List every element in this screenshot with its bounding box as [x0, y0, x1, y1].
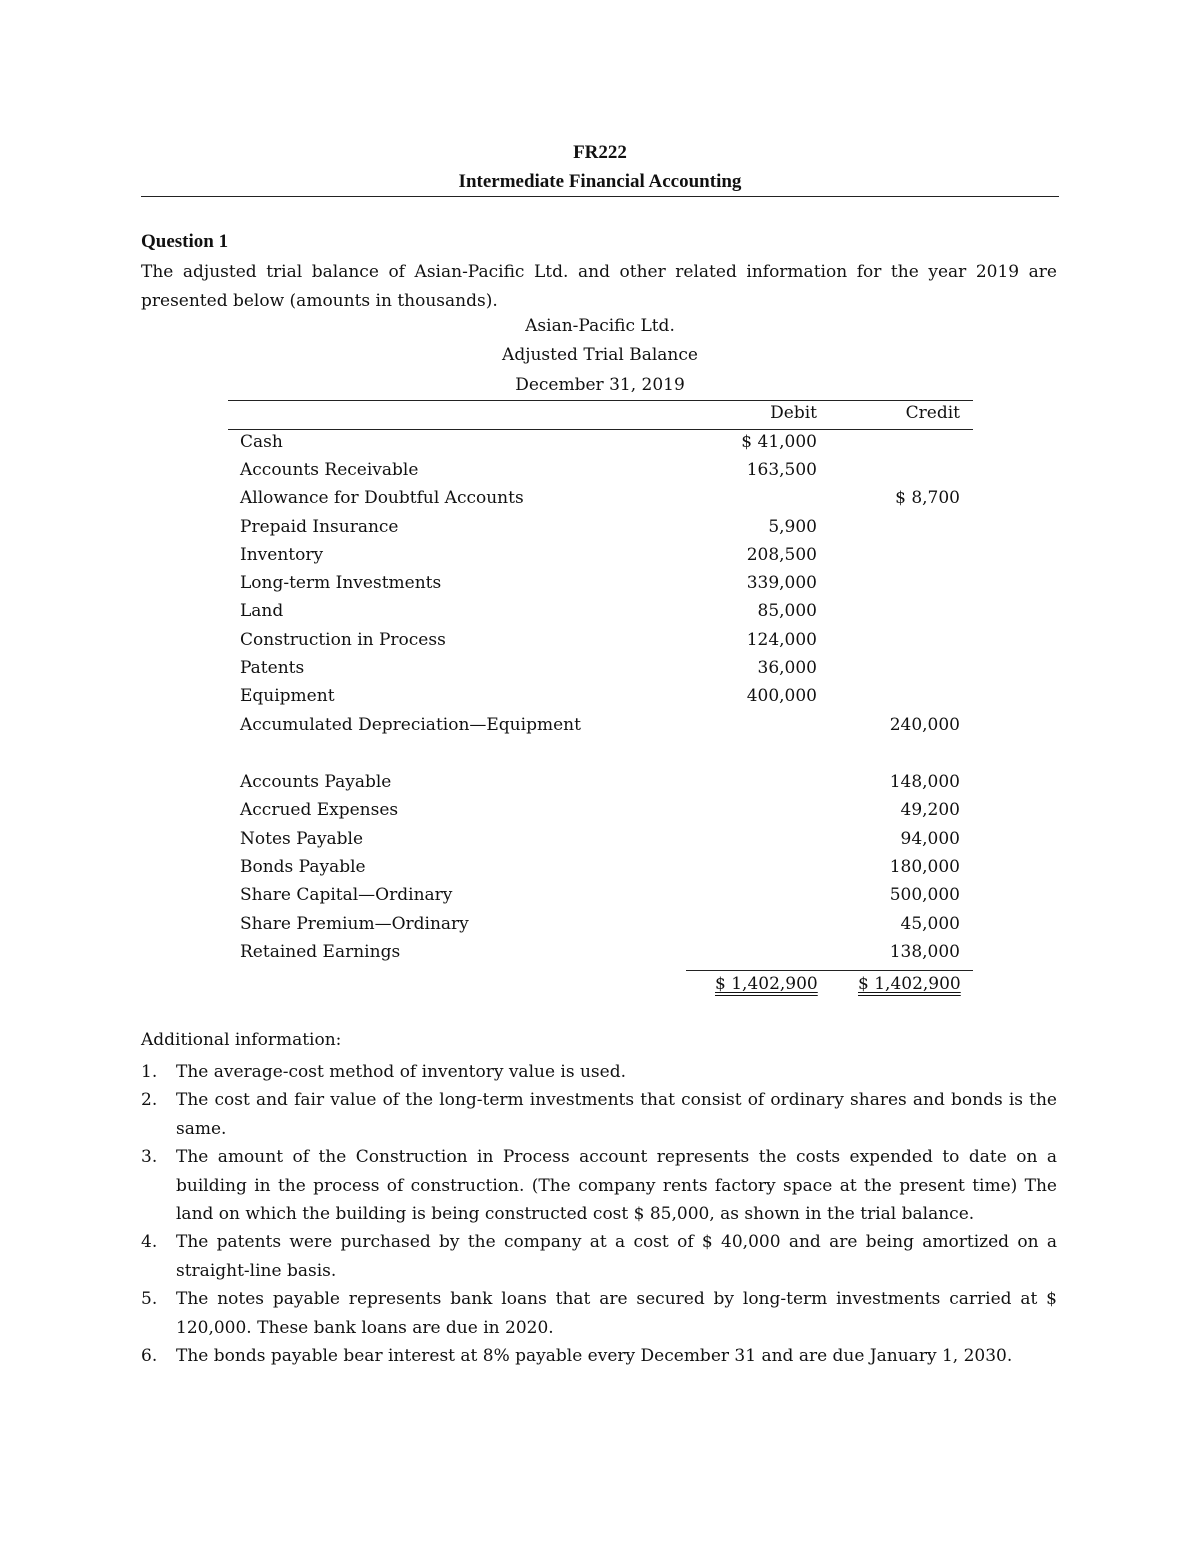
debit-amount: 36,000 — [757, 658, 817, 678]
account-name: Cash — [240, 432, 283, 452]
credit-amount: 94,000 — [900, 829, 960, 849]
account-name: Allowance for Doubtful Accounts — [240, 488, 524, 508]
additional-info-heading: Additional information: — [141, 1030, 342, 1050]
account-name: Bonds Payable — [240, 857, 366, 877]
account-name: Share Capital—Ordinary — [240, 885, 453, 905]
totals-rule — [686, 970, 973, 971]
additional-info-list — [141, 1058, 1057, 1370]
debit-amount: 400,000 — [746, 686, 817, 706]
list-item-text: The bonds payable bear interest at 8% payable every December 31 and are due January 1, 2030. — [176, 1346, 1013, 1367]
credit-amount: $ 8,700 — [895, 488, 960, 508]
list-item-text: The cost and fair value of the long-term investments that consist of ordinary shares and bonds is the — [176, 1090, 1057, 1111]
table-row — [0, 800, 1200, 828]
table-row — [0, 601, 1200, 629]
account-name: Inventory — [240, 545, 324, 565]
table-row — [0, 686, 1200, 714]
debit-amount: 208,500 — [746, 545, 817, 565]
list-item-number: 2. — [141, 1090, 158, 1111]
statement-title: Adjusted Trial Balance — [502, 345, 698, 365]
table-row — [0, 517, 1200, 545]
account-name: Share Premium—Ordinary — [240, 914, 469, 934]
account-name: Prepaid Insurance — [240, 517, 399, 537]
account-name: Equipment — [240, 686, 335, 706]
table-row — [0, 885, 1200, 913]
debit-column-header: Debit — [770, 403, 817, 423]
table-row — [0, 658, 1200, 686]
table-row — [0, 573, 1200, 601]
list-item-text: land on which the building is being constructed cost $ 85,000, as shown in the trial balance. — [176, 1204, 975, 1225]
list-item — [141, 1228, 1057, 1285]
table-row — [0, 942, 1200, 970]
account-name: Patents — [240, 658, 305, 678]
list-item-text: building in the process of construction. (The company rents factory space at the present time) The — [176, 1175, 1057, 1196]
account-name: Retained Earnings — [240, 942, 401, 962]
credit-amount: 138,000 — [889, 942, 960, 962]
table-header-rule — [228, 429, 973, 430]
account-name: Accounts Receivable — [240, 460, 419, 480]
company-name: Asian-Pacific Ltd. — [525, 316, 675, 336]
account-name: Accrued Expenses — [240, 800, 399, 820]
list-item-number: 1. — [141, 1062, 158, 1082]
list-item-text: 120,000. These bank loans are due in 2020. — [176, 1317, 554, 1338]
table-row — [0, 715, 1200, 743]
table-top-rule — [228, 400, 973, 401]
total-credit: $ 1,402,900 — [858, 974, 961, 994]
question-heading: Question 1 — [141, 231, 229, 252]
list-item-number: 4. — [141, 1232, 158, 1253]
list-item-text: The average-cost method of inventory value is used. — [176, 1062, 627, 1082]
table-row — [0, 829, 1200, 857]
account-name: Long-term Investments — [240, 573, 442, 593]
credit-column-header: Credit — [905, 403, 960, 423]
account-name: Land — [240, 601, 284, 621]
list-item — [141, 1342, 1057, 1370]
credit-amount: 148,000 — [889, 772, 960, 792]
intro-line: presented below (amounts in thousands). — [141, 291, 498, 311]
account-name: Construction in Process — [240, 630, 446, 650]
table-row — [0, 914, 1200, 942]
table-row — [0, 630, 1200, 658]
list-item — [141, 1285, 1057, 1342]
account-name: Accumulated Depreciation—Equipment — [240, 715, 581, 735]
question-intro — [141, 258, 1057, 316]
list-item-text: same. — [176, 1118, 227, 1139]
debit-amount: 163,500 — [746, 460, 817, 480]
account-name: Notes Payable — [240, 829, 364, 849]
header-divider — [141, 196, 1059, 197]
account-name: Accounts Payable — [240, 772, 392, 792]
list-item-number: 5. — [141, 1289, 158, 1310]
table-row — [0, 857, 1200, 885]
table-row — [0, 545, 1200, 573]
course-title: Intermediate Financial Accounting — [458, 171, 742, 192]
table-row — [0, 772, 1200, 800]
list-item — [141, 1086, 1057, 1143]
table-row — [0, 432, 1200, 460]
credit-amount: 45,000 — [900, 914, 960, 934]
intro-line: The adjusted trial balance of Asian-Pacific Ltd. and other related information for the year 2019 are — [141, 262, 1057, 282]
table-row — [0, 488, 1200, 516]
list-item-number: 6. — [141, 1346, 158, 1367]
list-item-text: The patents were purchased by the company at a cost of $ 40,000 and are being amortized on a — [176, 1232, 1057, 1253]
credit-amount: 49,200 — [900, 800, 960, 820]
list-item-text: The notes payable represents bank loans that are secured by long-term investments carried at $ — [176, 1289, 1057, 1310]
course-code: FR222 — [573, 142, 627, 163]
credit-amount: 240,000 — [889, 715, 960, 735]
list-item — [141, 1143, 1057, 1228]
debit-amount: 85,000 — [757, 601, 817, 621]
debit-amount: 124,000 — [746, 630, 817, 650]
list-item-text: The amount of the Construction in Process account represents the costs expended to date on a — [176, 1147, 1057, 1168]
credit-amount: 180,000 — [889, 857, 960, 877]
statement-date: December 31, 2019 — [515, 375, 685, 395]
debit-amount: 5,900 — [768, 517, 817, 537]
debit-amount: $ 41,000 — [741, 432, 817, 452]
list-item — [141, 1058, 1057, 1086]
list-item-number: 3. — [141, 1147, 158, 1168]
table-row — [0, 460, 1200, 488]
total-debit: $ 1,402,900 — [715, 974, 818, 994]
credit-amount: 500,000 — [889, 885, 960, 905]
list-item-text: straight-line basis. — [176, 1260, 337, 1281]
debit-amount: 339,000 — [746, 573, 817, 593]
